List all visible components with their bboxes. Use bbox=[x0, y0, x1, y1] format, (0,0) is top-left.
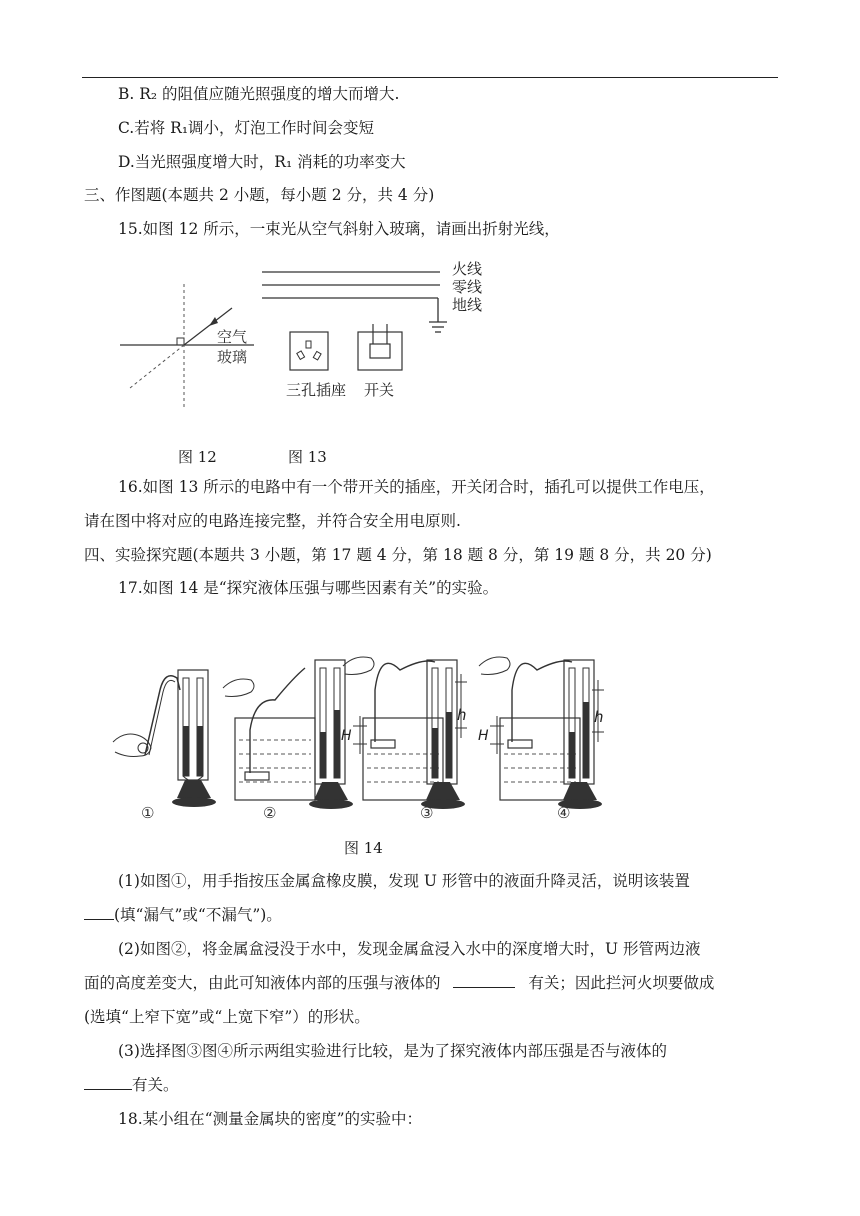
answer-blank-2[interactable] bbox=[453, 973, 515, 988]
hand-icon bbox=[479, 657, 510, 675]
answer-blank-3[interactable] bbox=[84, 1075, 132, 1090]
hand-icon bbox=[343, 657, 374, 675]
figure-14-pressure-experiment bbox=[105, 630, 625, 830]
ground-icon bbox=[429, 322, 447, 332]
extension-line bbox=[130, 345, 184, 388]
switch-icon bbox=[358, 324, 402, 370]
question-17-1-line-2: (填“漏气”或“不漏气”)。 bbox=[84, 905, 282, 925]
hand-icon bbox=[223, 679, 254, 697]
incidence-point-box bbox=[177, 338, 184, 345]
figure-13-circuit-diagram bbox=[260, 252, 500, 412]
figure-13-caption: 图 13 bbox=[288, 448, 327, 466]
question-17-3-line-2: 有关。 bbox=[84, 1075, 179, 1095]
air-label: 空气 bbox=[217, 328, 248, 346]
depth-H-label: H bbox=[341, 728, 352, 744]
question-17-2-line-1: (2)如图②，将金属盒浸没于水中，发现金属盒浸入水中的深度增大时，U 形管两边液 bbox=[118, 940, 701, 958]
apparatus-4 bbox=[478, 657, 604, 809]
neutral-wire-label: 零线 bbox=[452, 278, 483, 296]
option-d: D.当光照强度增大时，R₁ 消耗的功率变大 bbox=[118, 153, 406, 171]
label-4: ④ bbox=[557, 804, 571, 822]
ground-wire-label: 地线 bbox=[452, 296, 483, 314]
height-h-label: h bbox=[594, 708, 604, 726]
question-18: 18.某小组在“测量金属块的密度”的实验中： bbox=[118, 1110, 422, 1128]
answer-blank-1[interactable] bbox=[84, 905, 114, 920]
figure-12-refraction-diagram bbox=[112, 270, 262, 415]
question-17-2-line-3: (选填“上窄下宽”或“上宽下窄”）的形状。 bbox=[84, 1008, 370, 1026]
glass-label: 玻璃 bbox=[217, 348, 248, 366]
option-b: B. R₂ 的阻值应随光照强度的增大而增大. bbox=[118, 85, 400, 103]
ray-arrow-icon bbox=[209, 317, 218, 326]
question-16-line-1: 16.如图 13 所示的电路中有一个带开关的插座，开关闭合时，插孔可以提供工作电压， bbox=[118, 478, 715, 496]
depth-H-label: H bbox=[478, 728, 489, 744]
socket-icon bbox=[290, 332, 328, 370]
figure-12-caption: 图 12 bbox=[178, 448, 217, 466]
height-h-label: h bbox=[457, 706, 467, 724]
question-15: 15.如图 12 所示，一束光从空气斜射入玻璃，请画出折射光线， bbox=[118, 220, 560, 238]
question-17: 17.如图 14 是“探究液体压强与哪些因素有关”的实验。 bbox=[118, 579, 499, 597]
question-17-3-line-1: (3)选择图③图④所示两组实验进行比较，是为了探究液体内部压强是否与液体的 bbox=[118, 1042, 667, 1060]
label-3: ③ bbox=[420, 804, 434, 822]
label-2: ② bbox=[263, 804, 277, 822]
question-17-2-line-2: 面的高度差变大，由此可知液体内部的压强与液体的 有关；因此拦河火坝要做成 bbox=[84, 974, 715, 992]
option-c: C.若将 R₁调小，灯泡工作时间会变短 bbox=[118, 119, 375, 137]
label-1: ① bbox=[141, 804, 155, 822]
switch-label: 开关 bbox=[364, 381, 395, 399]
section-3-heading: 三、作图题(本题共 2 小题，每小题 2 分，共 4 分) bbox=[84, 186, 435, 204]
apparatus-1 bbox=[113, 670, 216, 807]
header-rule bbox=[82, 77, 778, 78]
question-16-line-2: 请在图中将对应的电路连接完整，并符合安全用电原则. bbox=[84, 512, 461, 530]
apparatus-3 bbox=[341, 657, 467, 809]
section-4-heading: 四、实验探究题(本题共 3 小题，第 17 题 4 分，第 18 题 8 分，第 19 题 8 分，共 20 分) bbox=[84, 546, 712, 564]
live-wire-label: 火线 bbox=[452, 260, 483, 278]
socket-label: 三孔插座 bbox=[286, 381, 347, 399]
question-17-1-line-1: (1)如图①，用手指按压金属盒橡皮膜，发现 U 形管中的液面升降灵活，说明该装置 bbox=[118, 872, 690, 890]
apparatus-2 bbox=[223, 660, 353, 809]
figure-14-caption: 图 14 bbox=[344, 839, 383, 857]
